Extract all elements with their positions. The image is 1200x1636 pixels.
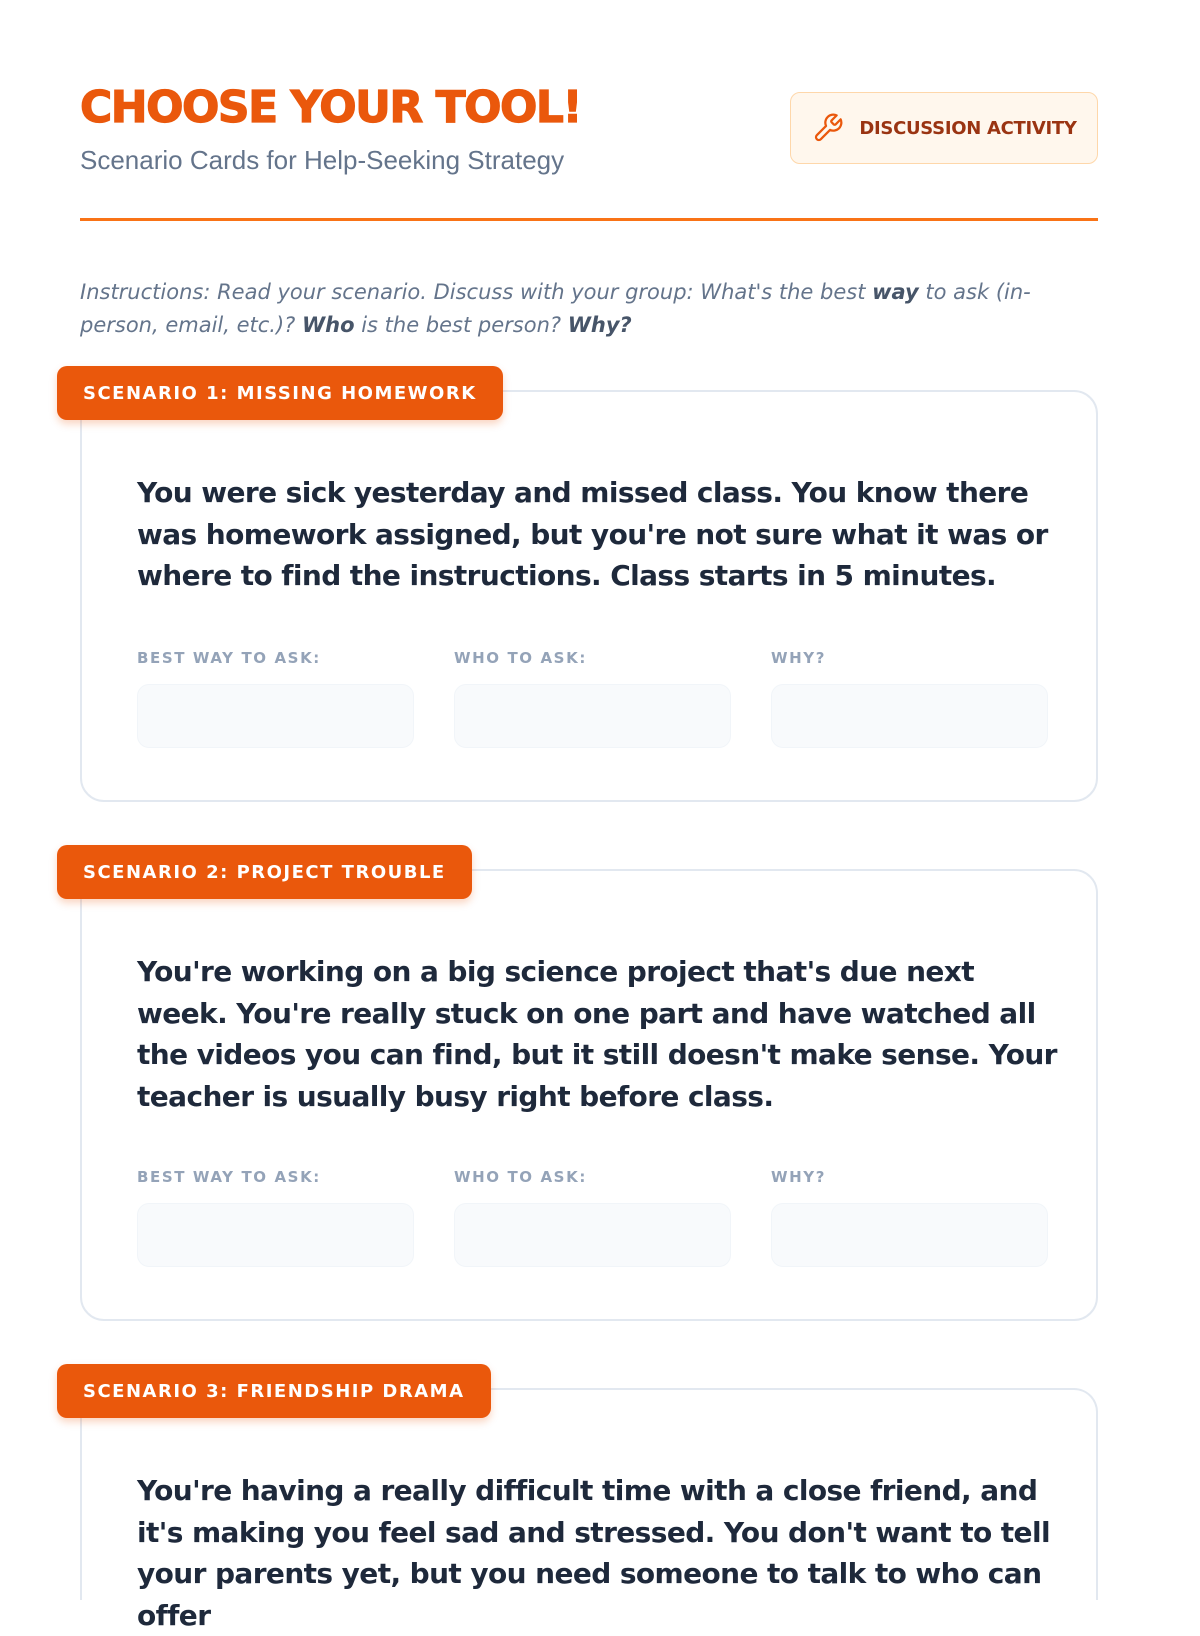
scenario-3-tag <box>57 1364 491 1418</box>
discussion-activity-badge <box>790 92 1098 164</box>
who-label: WHO TO ASK: <box>454 649 587 667</box>
who-field <box>454 648 731 748</box>
best-way-field <box>137 1167 414 1267</box>
who-input[interactable] <box>454 1203 731 1267</box>
header-divider <box>80 218 1098 221</box>
why-input[interactable] <box>771 1203 1048 1267</box>
instructions-who: Who <box>302 313 355 337</box>
page-subtitle: Scenario Cards for Help-Seeking Strategy <box>80 145 565 175</box>
best-way-label: BEST WAY TO ASK: <box>137 649 321 667</box>
instructions-middle: to ask (in-person, email, etc.)? <box>80 280 1031 337</box>
scenario-3-text: You're having a really difficult time with a close friend, and it's making you feel sad and stressed. You don't want to tell your parents yet, but you need someone to talk to who can offer <box>137 1474 1050 1632</box>
why-field <box>771 1167 1048 1267</box>
page-title: CHOOSE YOUR TOOL! <box>80 82 582 133</box>
why-input[interactable] <box>771 684 1048 748</box>
best-way-field <box>137 648 414 748</box>
instructions-text <box>80 276 1100 342</box>
why-label: WHY? <box>771 649 827 667</box>
wrench-icon <box>811 111 845 145</box>
instructions-middle2: is the best person? <box>354 313 568 337</box>
scenario-2-answer-fields <box>137 1167 1047 1267</box>
instructions-way: way <box>872 280 919 304</box>
scenario-3-tag-label: SCENARIO 3: FRIENDSHIP DRAMA <box>83 1380 465 1402</box>
best-way-input[interactable] <box>137 684 414 748</box>
scenario-2-tag-label: SCENARIO 2: PROJECT TROUBLE <box>83 861 446 883</box>
instructions-why: Why? <box>567 313 632 337</box>
scenario-2-card <box>80 869 1098 1321</box>
best-way-label: BEST WAY TO ASK: <box>137 1168 321 1186</box>
badge-label: DISCUSSION ACTIVITY <box>859 117 1077 139</box>
who-label: WHO TO ASK: <box>454 1168 587 1186</box>
who-input[interactable] <box>454 684 731 748</box>
scenario-2-text: You're working on a big science project that's due next week. You're really stuck on one part and have watched all the videos you can find, but it still doesn't make sense. Your teacher is usually busy right before class. <box>137 955 1057 1113</box>
best-way-input[interactable] <box>137 1203 414 1267</box>
scenario-1-tag <box>57 366 503 420</box>
scenario-1-text: You were sick yesterday and missed class. You know there was homework assigned, but you're not sure what it was or where to find the instructions. Class starts in 5 minutes. <box>137 476 1048 592</box>
instructions-prefix: Instructions: Read your scenario. Discuss with your group: What's the best <box>80 280 873 304</box>
why-label: WHY? <box>771 1168 827 1186</box>
scenario-2-tag <box>57 845 472 899</box>
scenario-1-card <box>80 390 1098 802</box>
scenario-1-tag-label: SCENARIO 1: MISSING HOMEWORK <box>83 382 477 404</box>
who-field <box>454 1167 731 1267</box>
scenario-3-card <box>80 1388 1098 1632</box>
scenario-1-answer-fields <box>137 648 1047 748</box>
why-field <box>771 648 1048 748</box>
